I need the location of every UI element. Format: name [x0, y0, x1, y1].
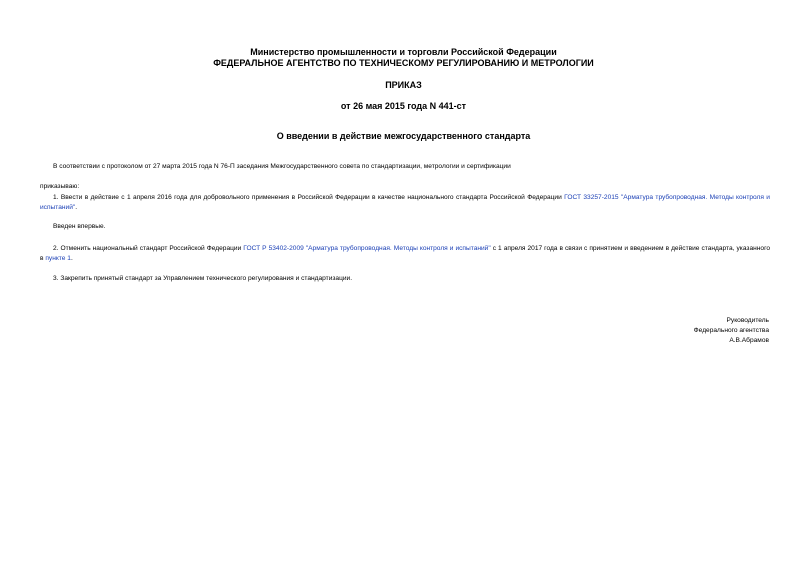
gost-33257-link[interactable]: ГОСТ 33257-2015 "Арматура трубопроводная. Методы контроля и испытаний": [40, 194, 770, 211]
item-2-paragraph: [40, 244, 770, 264]
gost-r-53402-link[interactable]: ГОСТ Р 53402-2009 "Арматура трубопроводная. Методы контроля и испытаний": [243, 245, 491, 252]
document-date-number: от 26 мая 2015 года N 441-ст: [340, 101, 467, 111]
item-1-text: 1. Ввести в действие с 1 апреля 2016 года для добровольного применения в Российской Федерации в качестве национального стандарта Российской Федерации: [53, 194, 565, 201]
intro-paragraph: В соответствии с протоколом от 27 марта 2015 года N 76-П заседания Межгосударственного совета по стандартизации, метрологии и сертификации: [53, 163, 511, 170]
item-2-text: 2. Отменить национальный стандарт Российской Федерации: [53, 245, 244, 252]
introduced-first-note: Введен впервые.: [53, 223, 106, 230]
decree-paragraph: приказываю:: [40, 183, 80, 190]
signature-block: [694, 316, 769, 346]
signatory-name: А.В.Абрамов: [729, 337, 769, 344]
document-type: ПРИКАЗ: [385, 80, 422, 90]
item-2-end: .: [70, 255, 73, 262]
item-3-paragraph: 3. Закрепить принятый стандарт за Управлением технического регулирования и стандартизации.: [53, 275, 353, 282]
item-1-reference-link[interactable]: пункте 1: [45, 255, 71, 262]
item-1-paragraph: [40, 193, 770, 213]
item-2-middle: с 1 апреля 2017 года в связи с принятием и введением в действие стандарта, указанного в: [40, 245, 770, 262]
document-title: О введении в действие межгосударственного стандарта: [276, 131, 531, 141]
item-1-end: .: [75, 204, 78, 211]
signatory-position: Руководитель: [726, 317, 769, 324]
agency-name: ФЕДЕРАЛЬНОЕ АГЕНТСТВО ПО ТЕХНИЧЕСКОМУ РЕГУЛИРОВАНИЮ И МЕТРОЛОГИИ: [213, 58, 594, 68]
signatory-organization: Федерального агентства: [693, 327, 769, 334]
ministry-name: Министерство промышленности и торговли Российской Федерации: [250, 47, 557, 57]
